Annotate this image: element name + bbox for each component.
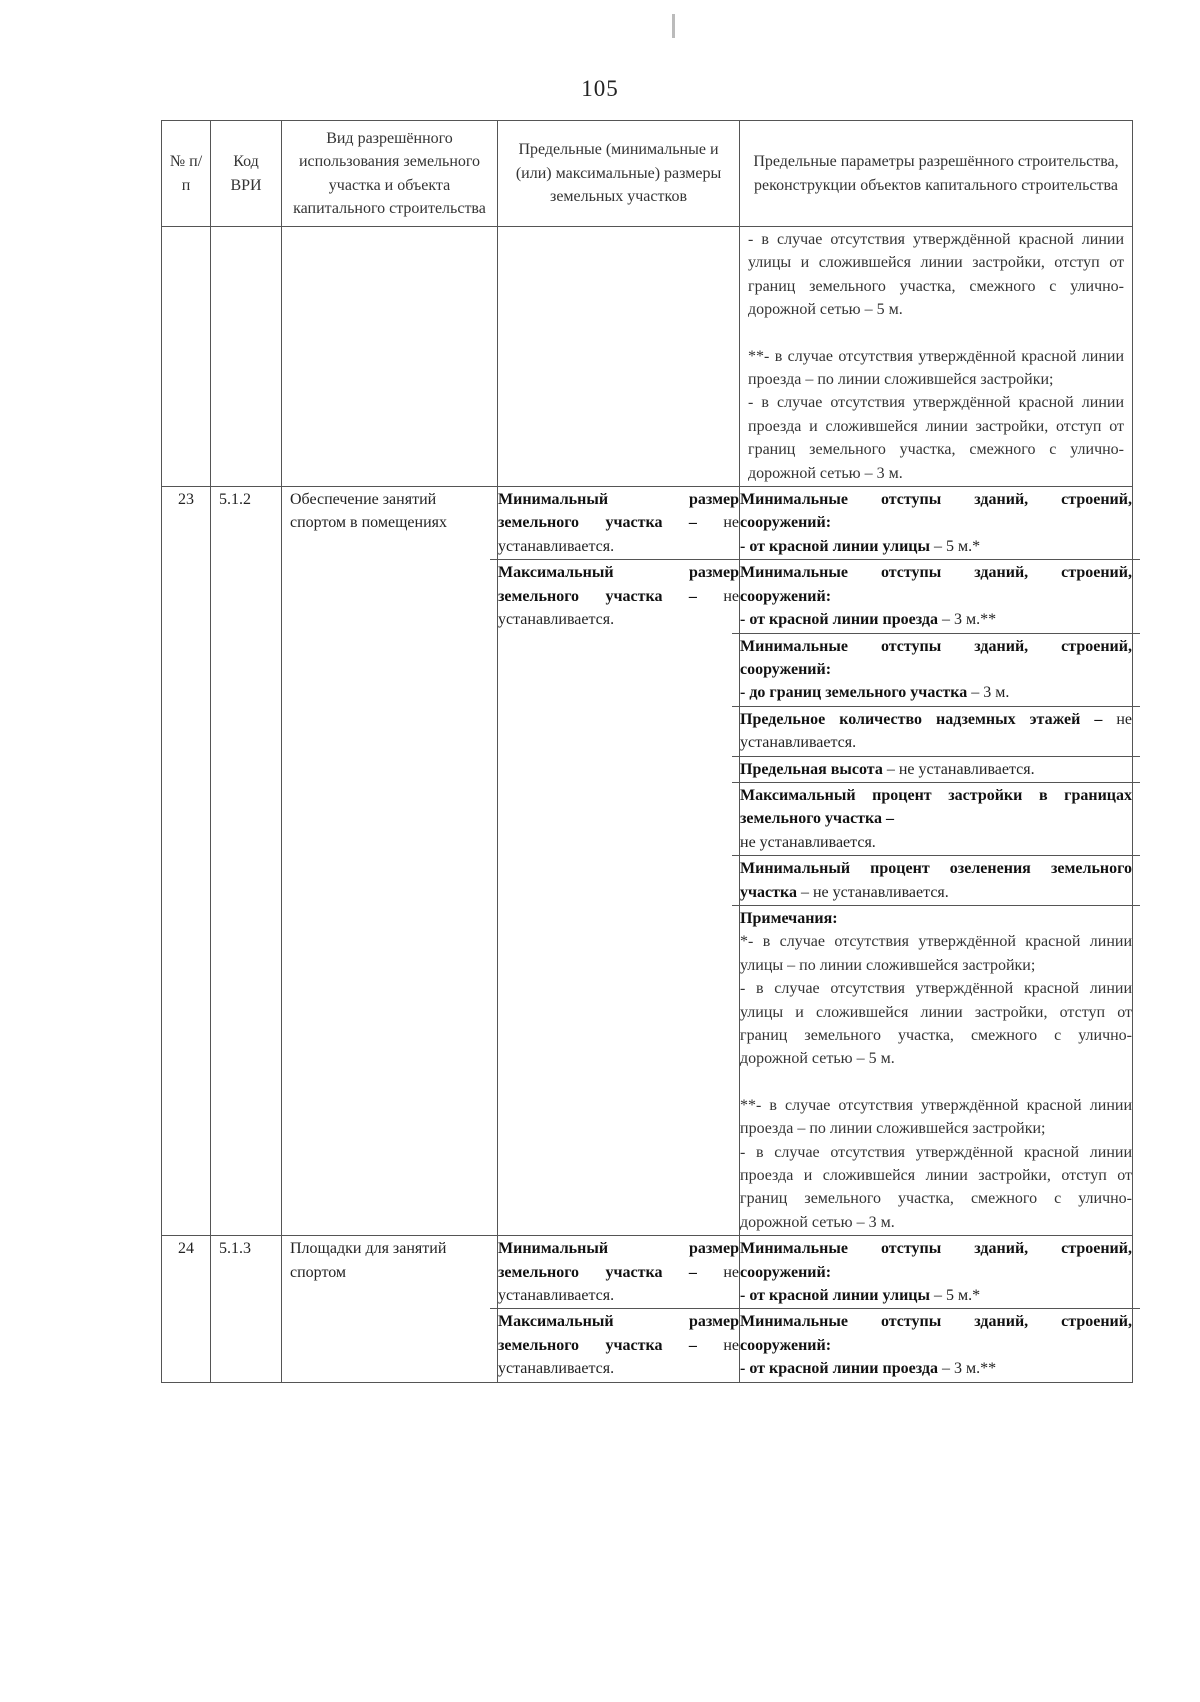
- land-use-table: [161, 120, 1133, 1383]
- continuation-line: - в случае отсутствия утверждённой красной линии улицы и сложившейся линии застройки, отступ от границ земельного участка, смежного с улично-дорожной сетью – 5 м.: [748, 231, 1124, 319]
- header-params: Предельные параметры разрешённого строительства, реконструкции объектов капитального строительства: [740, 121, 1133, 227]
- cell-params-continuation: [740, 227, 1133, 487]
- row-number: 23: [162, 487, 211, 1236]
- header-code: Код ВРИ: [211, 121, 282, 227]
- continuation-line: - в случае отсутствия утверждённой красной линии проезда и сложившейся линии застройки, отступ от границ земельного участка, смежного с улично-дорожной сетью – 3 м.: [748, 394, 1124, 482]
- row-type: Обеспечение занятий спортом в помещениях: [282, 487, 498, 1236]
- cell-type: [282, 227, 498, 487]
- header-type: Вид разрешённого использования земельного участка и объекта капитального строительства: [282, 121, 498, 227]
- scan-artifact: [672, 14, 675, 38]
- note-line: - в случае отсутствия утверждённой красной линии улицы и сложившейся линии застройки, отступ от границ земельного участка, смежного с улично-дорожной сетью – 5 м.: [740, 980, 1132, 1068]
- row-params: [740, 1236, 1133, 1382]
- page-number: 105: [581, 76, 619, 101]
- header-num: № п/п: [162, 121, 211, 227]
- param-block: Максимальный процент застройки в границах земельного участка – не устанавливается.: [732, 782, 1140, 855]
- size-min-block: Минимальный размер земельного участка – не устанавливается.: [498, 1240, 739, 1305]
- table-row: [162, 1236, 1133, 1382]
- row-code: 5.1.2: [211, 487, 282, 1236]
- row-type: Площадки для занятий спортом: [282, 1236, 498, 1382]
- row-code: 5.1.3: [211, 1236, 282, 1382]
- note-line: **- в случае отсутствия утверждённой красной линии проезда – по линии сложившейся застройки;: [740, 1096, 1132, 1138]
- row-size: [498, 1236, 740, 1382]
- param-block: Предельное количество надземных этажей – не устанавливается.: [732, 706, 1140, 756]
- note-line: - в случае отсутствия утверждённой красной линии проезда и сложившейся линии застройки, отступ от границ земельного участка, смежного с улично-дорожной сетью – 3 м.: [740, 1143, 1132, 1231]
- row-number: 24: [162, 1236, 211, 1382]
- param-block: Минимальный процент озеленения земельного участка – не устанавливается.: [732, 855, 1140, 905]
- row-params: [740, 487, 1133, 1236]
- header-size: Предельные (минимальные и (или) максимальные) размеры земельных участков: [498, 121, 740, 227]
- size-min-block: Минимальный размер земельного участка – не устанавливается.: [498, 491, 739, 555]
- table-row: [162, 487, 1133, 1236]
- note-line: *- в случае отсутствия утверждённой красной линии улицы – по линии сложившейся застройки;: [740, 933, 1132, 974]
- table-header-row: [162, 121, 1133, 227]
- continuation-line: **- в случае отсутствия утверждённой красной линии проезда – по линии сложившейся застройки;: [748, 347, 1124, 389]
- param-block: Минимальные отступы зданий, строений, сооружений: - до границ земельного участка – 3 м.: [732, 633, 1140, 706]
- param-block: Предельная высота – не устанавливается.: [732, 756, 1140, 782]
- size-max-block: Максимальный размер земельного участка – не устанавливается.: [490, 1308, 747, 1381]
- notes-block: [732, 905, 1140, 1235]
- table-row-continuation: [162, 227, 1133, 487]
- param-block: Минимальные отступы зданий, строений, сооружений: - от красной линии улицы – 5 м.*: [740, 491, 1132, 555]
- cell-size: [498, 227, 740, 487]
- size-max-block: Максимальный размер земельного участка – не устанавливается.: [490, 559, 747, 632]
- param-block: Минимальные отступы зданий, строений, сооружений: - от красной линии проезда – 3 м.**: [732, 1308, 1140, 1381]
- cell-num: [162, 227, 211, 487]
- notes-title: Примечания:: [740, 909, 838, 927]
- cell-code: [211, 227, 282, 487]
- param-block: Минимальные отступы зданий, строений, сооружений: - от красной линии проезда – 3 м.**: [732, 559, 1140, 632]
- param-block: Минимальные отступы зданий, строений, сооружений: - от красной линии улицы – 5 м.*: [740, 1240, 1132, 1305]
- row-size: [498, 487, 740, 1236]
